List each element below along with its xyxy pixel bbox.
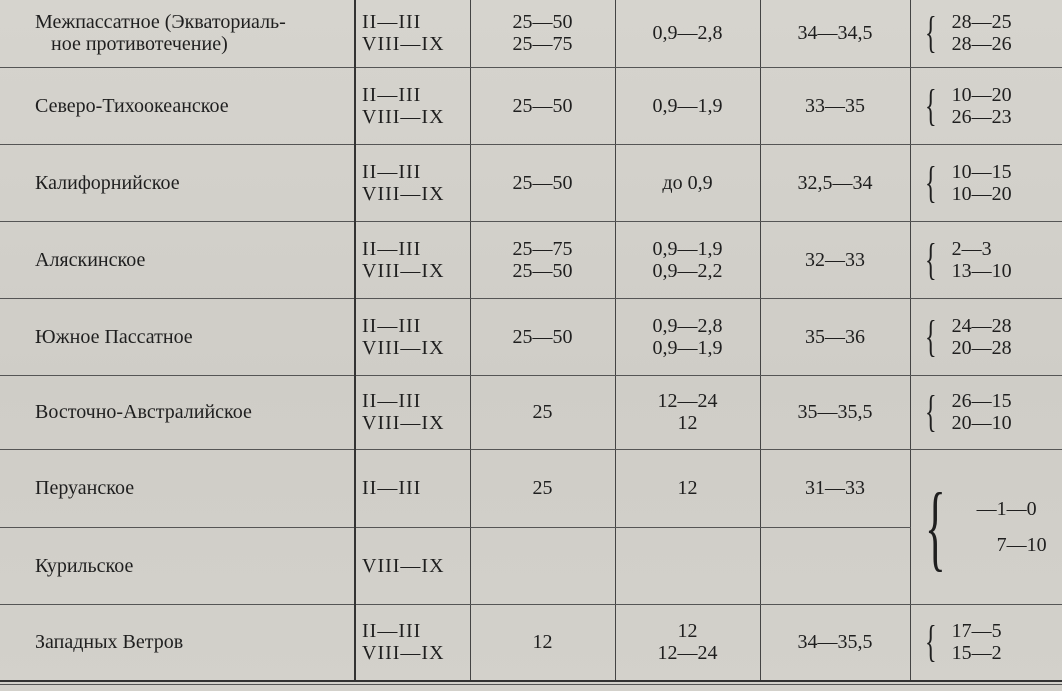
- temperature-cell: { 24—28 20—28: [910, 298, 1062, 375]
- period-cell: II—III VIII—IX: [355, 144, 470, 221]
- brace-icon: {: [924, 8, 937, 58]
- salinity-cell: 12—24 12: [615, 375, 760, 449]
- table-row: [0, 0, 1062, 67]
- current-name: Западных Ветров: [0, 604, 355, 681]
- current-name: Курильское: [0, 527, 355, 604]
- brace-icon: {: [924, 80, 937, 130]
- temperature-cell: { 10—20 26—23: [910, 67, 1062, 144]
- brace-icon: {: [924, 472, 946, 580]
- temperature-cell: { —1—0 7—10: [910, 449, 1062, 604]
- temperature-cell: { 10—15 10—20: [910, 144, 1062, 221]
- speed-cell: 35—36: [760, 298, 910, 375]
- period-cell: II—III VIII—IX: [355, 375, 470, 449]
- speed-cell: 33—35: [760, 67, 910, 144]
- brace-icon: {: [924, 311, 937, 361]
- temperature-cell: { 28—25 28—26: [910, 0, 1062, 67]
- speed-cell: 32—33: [760, 221, 910, 298]
- table-row: [0, 221, 1062, 298]
- current-name: Южное Пассатное: [0, 298, 355, 375]
- salinity-cell: 0,9—1,9 0,9—2,2: [615, 221, 760, 298]
- speed-cell: [760, 527, 910, 604]
- salinity-cell: 12 12—24: [615, 604, 760, 681]
- brace-icon: {: [924, 617, 937, 667]
- table-row: [0, 144, 1062, 221]
- salinity-cell: 0,9—2,8: [615, 0, 760, 67]
- speed-cell: 35—35,5: [760, 375, 910, 449]
- brace-icon: {: [924, 157, 937, 207]
- salinity-cell: 0,9—1,9: [615, 67, 760, 144]
- depth-cell: 25—50: [470, 298, 615, 375]
- table-row: [0, 375, 1062, 449]
- salinity-cell: до 0,9: [615, 144, 760, 221]
- depth-cell: 25—50: [470, 67, 615, 144]
- brace-icon: {: [924, 387, 937, 436]
- temperature-cell: { 17—5 15—2: [910, 604, 1062, 681]
- depth-cell: 25—50 25—75: [470, 0, 615, 67]
- depth-cell: 12: [470, 604, 615, 681]
- current-name: Перуанское: [0, 449, 355, 527]
- period-cell: II—III VIII—IX: [355, 0, 470, 67]
- depth-cell: 25—75 25—50: [470, 221, 615, 298]
- table-row: [0, 527, 1062, 604]
- period-cell: II—III: [355, 449, 470, 527]
- period-cell: II—III VIII—IX: [355, 67, 470, 144]
- period-cell: II—III VIII—IX: [355, 604, 470, 681]
- period-cell: II—III VIII—IX: [355, 221, 470, 298]
- period-cell: VIII—IX: [355, 527, 470, 604]
- speed-cell: 34—35,5: [760, 604, 910, 681]
- table-row: [0, 449, 1062, 527]
- current-name: Северо-Тихоокеанское: [0, 67, 355, 144]
- depth-cell: 25—50: [470, 144, 615, 221]
- current-name: Восточно-Австралийское: [0, 375, 355, 449]
- depth-cell: 25: [470, 375, 615, 449]
- brace-icon: {: [924, 234, 937, 284]
- current-name: Калифорнийское: [0, 144, 355, 221]
- salinity-cell: [615, 527, 760, 604]
- depth-cell: 25: [470, 449, 615, 527]
- period-cell: II—III VIII—IX: [355, 298, 470, 375]
- temperature-cell: { 26—15 20—10: [910, 375, 1062, 449]
- current-name: Межпассатное (Экваториаль- ное противотечение): [0, 0, 355, 67]
- speed-cell: 31—33: [760, 449, 910, 527]
- speed-cell: 32,5—34: [760, 144, 910, 221]
- salinity-cell: 12: [615, 449, 760, 527]
- temperature-cell: { 2—3 13—10: [910, 221, 1062, 298]
- speed-cell: 34—34,5: [760, 0, 910, 67]
- current-name: Аляскинское: [0, 221, 355, 298]
- salinity-cell: 0,9—2,8 0,9—1,9: [615, 298, 760, 375]
- table-row: [0, 604, 1062, 681]
- bottom-rule: [0, 684, 1062, 685]
- depth-cell: [470, 527, 615, 604]
- table-row: [0, 298, 1062, 375]
- table-row: [0, 67, 1062, 144]
